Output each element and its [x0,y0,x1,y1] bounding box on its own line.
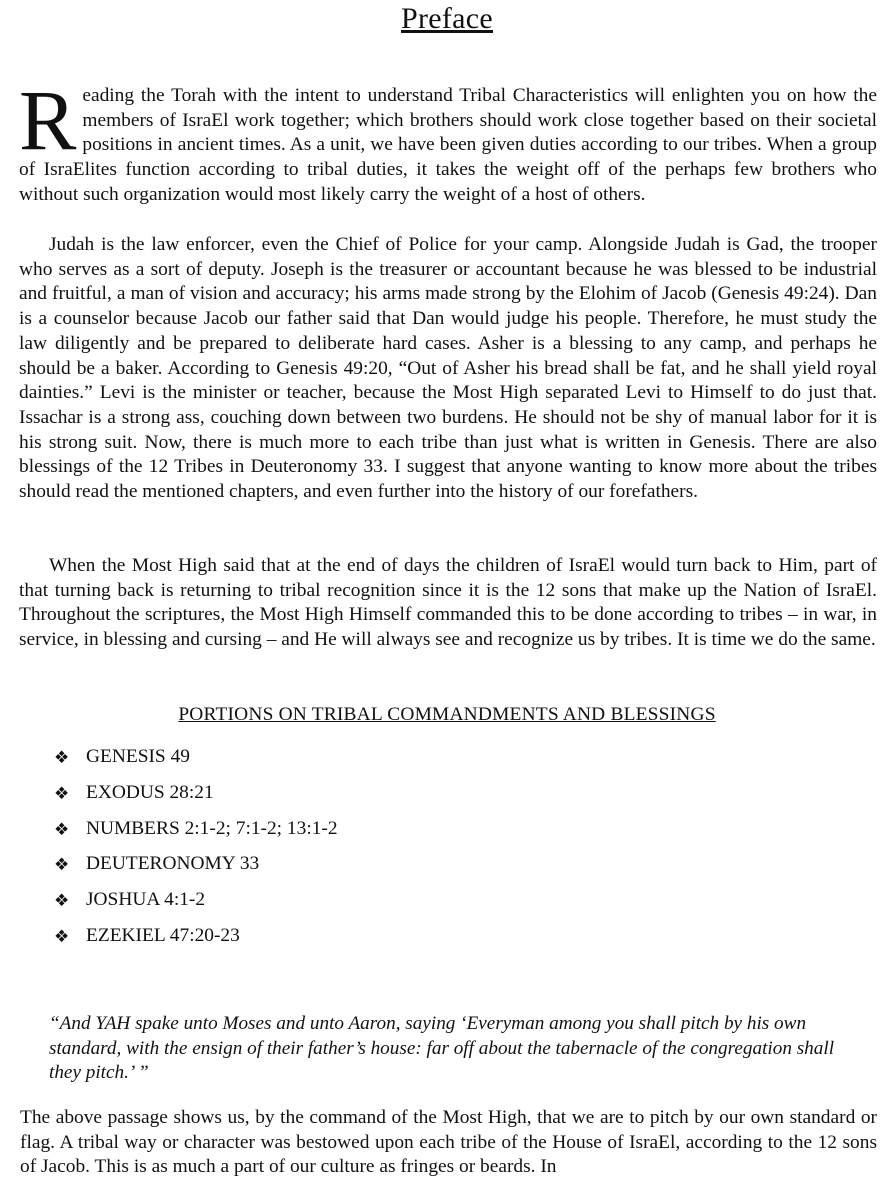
reference-text: DEUTERONOMY 33 [86,853,260,875]
paragraph-passage-explanation: The above passage shows us, by the command of the Most High, that we are to pitch by our own standard or flag. A tribal way or character was bestowed upon each tribe of the House of IsraEl, according to the 12 sons of Jacob. This is as much a part of our culture as fringes or beards. In [20,1107,877,1178]
paragraph-end-of-days: When the Most High said that at the end of days the children of IsraEl would turn back to Him, part of that turning back is returning to tribal recognition since it is the 12 sons that make up the Nation of IsraEl. Throughout the scriptures, the Most High Himself commanded this to be done according to tribes – in war, in service, in blessing and cursing – and He will always see and recognize us by tribes. It is time we do the same. [19,555,877,651]
list-item [54,746,338,782]
list-item [54,782,338,818]
drop-cap: R [19,72,77,168]
diamond-bullet-icon: ❖ [54,783,70,803]
intro-paragraph [19,72,877,208]
reference-text: EXODUS 28:21 [86,781,214,803]
page-title: Preface [400,2,494,35]
reference-text: EZEKIEL 47:20-23 [86,924,240,946]
diamond-bullet-icon: ❖ [54,891,70,911]
paragraph-tribes: Judah is the law enforcer, even the Chief of Police for your camp. Alongside Judah is Gad, the trooper who serves as a sort of deputy. Joseph is the treasurer or accountant because he was blessed to be industrial and fruitful, a man of vision and accuracy; his arms made strong by the Elohim of Jacob (Genesis 49:24). Dan is a counselor because Jacob our father said that Dan would judge his people. Therefore, he must study the law diligently and be prepared to deliberate hard cases. Asher is a blessing to any camp, and perhaps he should be a baker. According to Genesis 49:20, “Out of Asher his bread shall be fat, and he shall yield royal dainties.” Levi is the minister or teacher, because the Most High separated Levi to Himself to do just that. Issachar is a strong ass, couching down between two burdens. He should not be shy of manual labor for it is his strong suit. Now, there is much more to each tribe than just what is written in Genesis. There are also blessings of the 12 Tribes in Deuteronomy 33. I suggest that anyone wanting to know more about the tribes should read the mentioned chapters, and even further into the history of our forefathers. [19,234,877,503]
list-item [54,818,338,854]
reference-text: NUMBERS 2:1-2; 7:1-2; 13:1-2 [86,817,338,839]
scripture-quote: “And YAH spake unto Moses and unto Aaron, saying ‘Everyman among you shall pitch by his own standard, with the ensign of their father’s house: far off about the tabernacle of the congregation shall they pitch.’ ” [49,1013,835,1084]
scripture-reference-list [54,746,338,961]
list-item [54,925,338,961]
intro-text: eading the Torah with the intent to understand Tribal Characteristics will enlighten you on how the members of IsraEl work together; which brothers should work close together based on their societal positions in ancient times. As a unit, we have been given duties according to our tribes. When a group of IsraElites function according to tribal duties, it takes the weight off of the perhaps few brothers who without such organization would most likely carry the weight of a host of others. [19,85,877,205]
reference-text: GENESIS 49 [86,746,190,767]
reference-text: JOSHUA 4:1-2 [86,889,206,911]
list-item [54,853,338,889]
diamond-bullet-icon: ❖ [54,748,70,767]
list-item [54,889,338,925]
diamond-bullet-icon: ❖ [54,819,70,839]
diamond-bullet-icon: ❖ [54,926,70,946]
diamond-bullet-icon: ❖ [54,855,70,875]
portions-heading: PORTIONS ON TRIBAL COMMANDMENTS AND BLESSINGS [178,704,716,725]
